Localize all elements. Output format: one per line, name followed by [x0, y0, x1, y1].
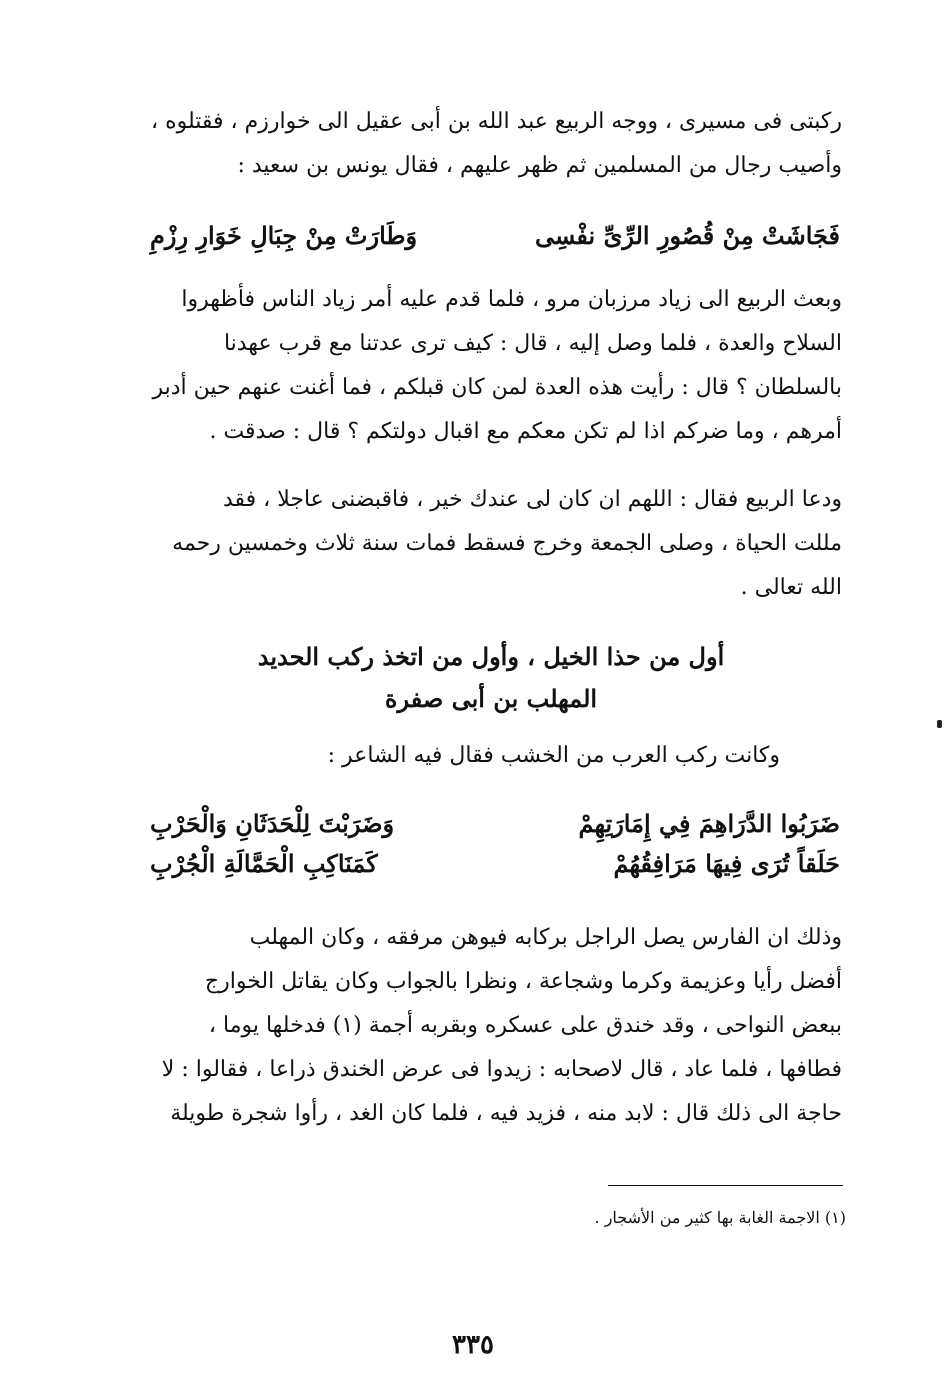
text-line: وكانت ركب العرب من الخشب فقال فيه الشاعر :: [327, 743, 780, 768]
paragraph-3: [140, 478, 842, 610]
text-line: أفضل رأيا وعزيمة وكرما وشجاعة ، ونظرا بالجواب وكان يقاتل الخوارج: [204, 969, 842, 994]
verse-first-hemistich: فَجَاشَتْ مِنْ قُصُورِ الرِّىِّ نفْسِى: [534, 221, 840, 250]
text-line: أمرهم ، وما ضركم اذا لم تكن معكم مع اقبال دولتكم ؟ قال : صدقت .: [209, 419, 842, 444]
verse-second-hemistich: وَضَرَبْتَ لِلْحَدَثَانِ وَالْحَرْبِ: [150, 809, 395, 838]
verse-first-hemistich: ضَرَبُوا الدَّرَاهِمَ فِي إِمَارَتِهِمْ: [578, 809, 840, 838]
text-line: ببعض النواحى ، وقد خندق على عسكره وبقربه أجمة (١) فدخلها يوما ،: [208, 1013, 842, 1038]
verse-second-hemistich: كَمَنَاكِبِ الْحَمَّالَةِ الْجُرْبِ: [150, 849, 378, 878]
verse-1: [150, 216, 840, 256]
paragraph-5: [140, 916, 842, 1136]
text-line: الله تعالى .: [740, 575, 842, 600]
text-line: ركبتى فى مسيرى ، ووجه الربيع عبد الله بن أبى عقيل الى خوارزم ، فقتلوه ،: [150, 109, 842, 134]
heading-line-2: المهلب بن أبى صفرة: [384, 684, 598, 713]
footnote-divider: [608, 1185, 843, 1186]
section-heading: [140, 636, 842, 720]
text-line: وذلك ان الفارس يصل الراجل بركابه فيوهن مرفقه ، وكان المهلب: [249, 925, 842, 950]
footnote: (١) الاجمة الغابة بها كثير من الأشجار .: [594, 1208, 846, 1227]
heading-line-1: أول من حذا الخيل ، وأول من اتخذ ركب الحديد: [257, 642, 725, 671]
text-line: حاجة الى ذلك قال : لابد منه ، فزيد فيه ، فلما كان الغد ، رأوا شجرة طويلة: [170, 1101, 842, 1126]
paragraph-1: [140, 100, 842, 188]
text-line: بالسلطان ؟ قال : رأيت هذه العدة لمن كان قبلكم ، فما أغنت عنهم حين أدبر: [152, 375, 842, 400]
verse-line: [150, 804, 840, 844]
paragraph-2: [140, 278, 842, 454]
text-line: فطافها ، فلما عاد ، قال لاصحابه : زيدوا فى عرض الخندق ذراعا ، فقالوا : لا: [161, 1057, 842, 1082]
verse-line: [150, 844, 840, 884]
verse-second-hemistich: وَطَارَتْ مِنْ جِبَالِ خَوَارِ رِزْمِ: [150, 221, 418, 250]
paragraph-4: [200, 734, 780, 778]
verse-line: [150, 216, 840, 256]
text-line: السلاح والعدة ، فلما وصل إليه ، قال : كيف ترى عدتنا مع قرب عهدنا: [223, 331, 842, 356]
page-number: ٣٣٥: [452, 1330, 494, 1360]
text-line: ودعا الربيع فقال : اللهم ان كان لى عندك خير ، فاقبضنى عاجلا ، فقد: [222, 487, 842, 512]
text-line: مللت الحياة ، وصلى الجمعة وخرج فسقط فمات سنة ثلاث وخمسين رحمه: [172, 531, 842, 556]
verse-first-hemistich: حَلَقاً تُرَى فِيهَا مَرَافِقُهُمْ: [613, 849, 840, 878]
verse-2: [150, 804, 840, 884]
text-line: وبعث الربيع الى زياد مرزبان مرو ، فلما قدم عليه أمر زياد الناس فأظهروا: [181, 287, 842, 312]
text-line: وأصيب رجال من المسلمين ثم ظهر عليهم ، فقال يونس بن سعيد :: [237, 153, 842, 178]
margin-mark: [937, 720, 942, 728]
